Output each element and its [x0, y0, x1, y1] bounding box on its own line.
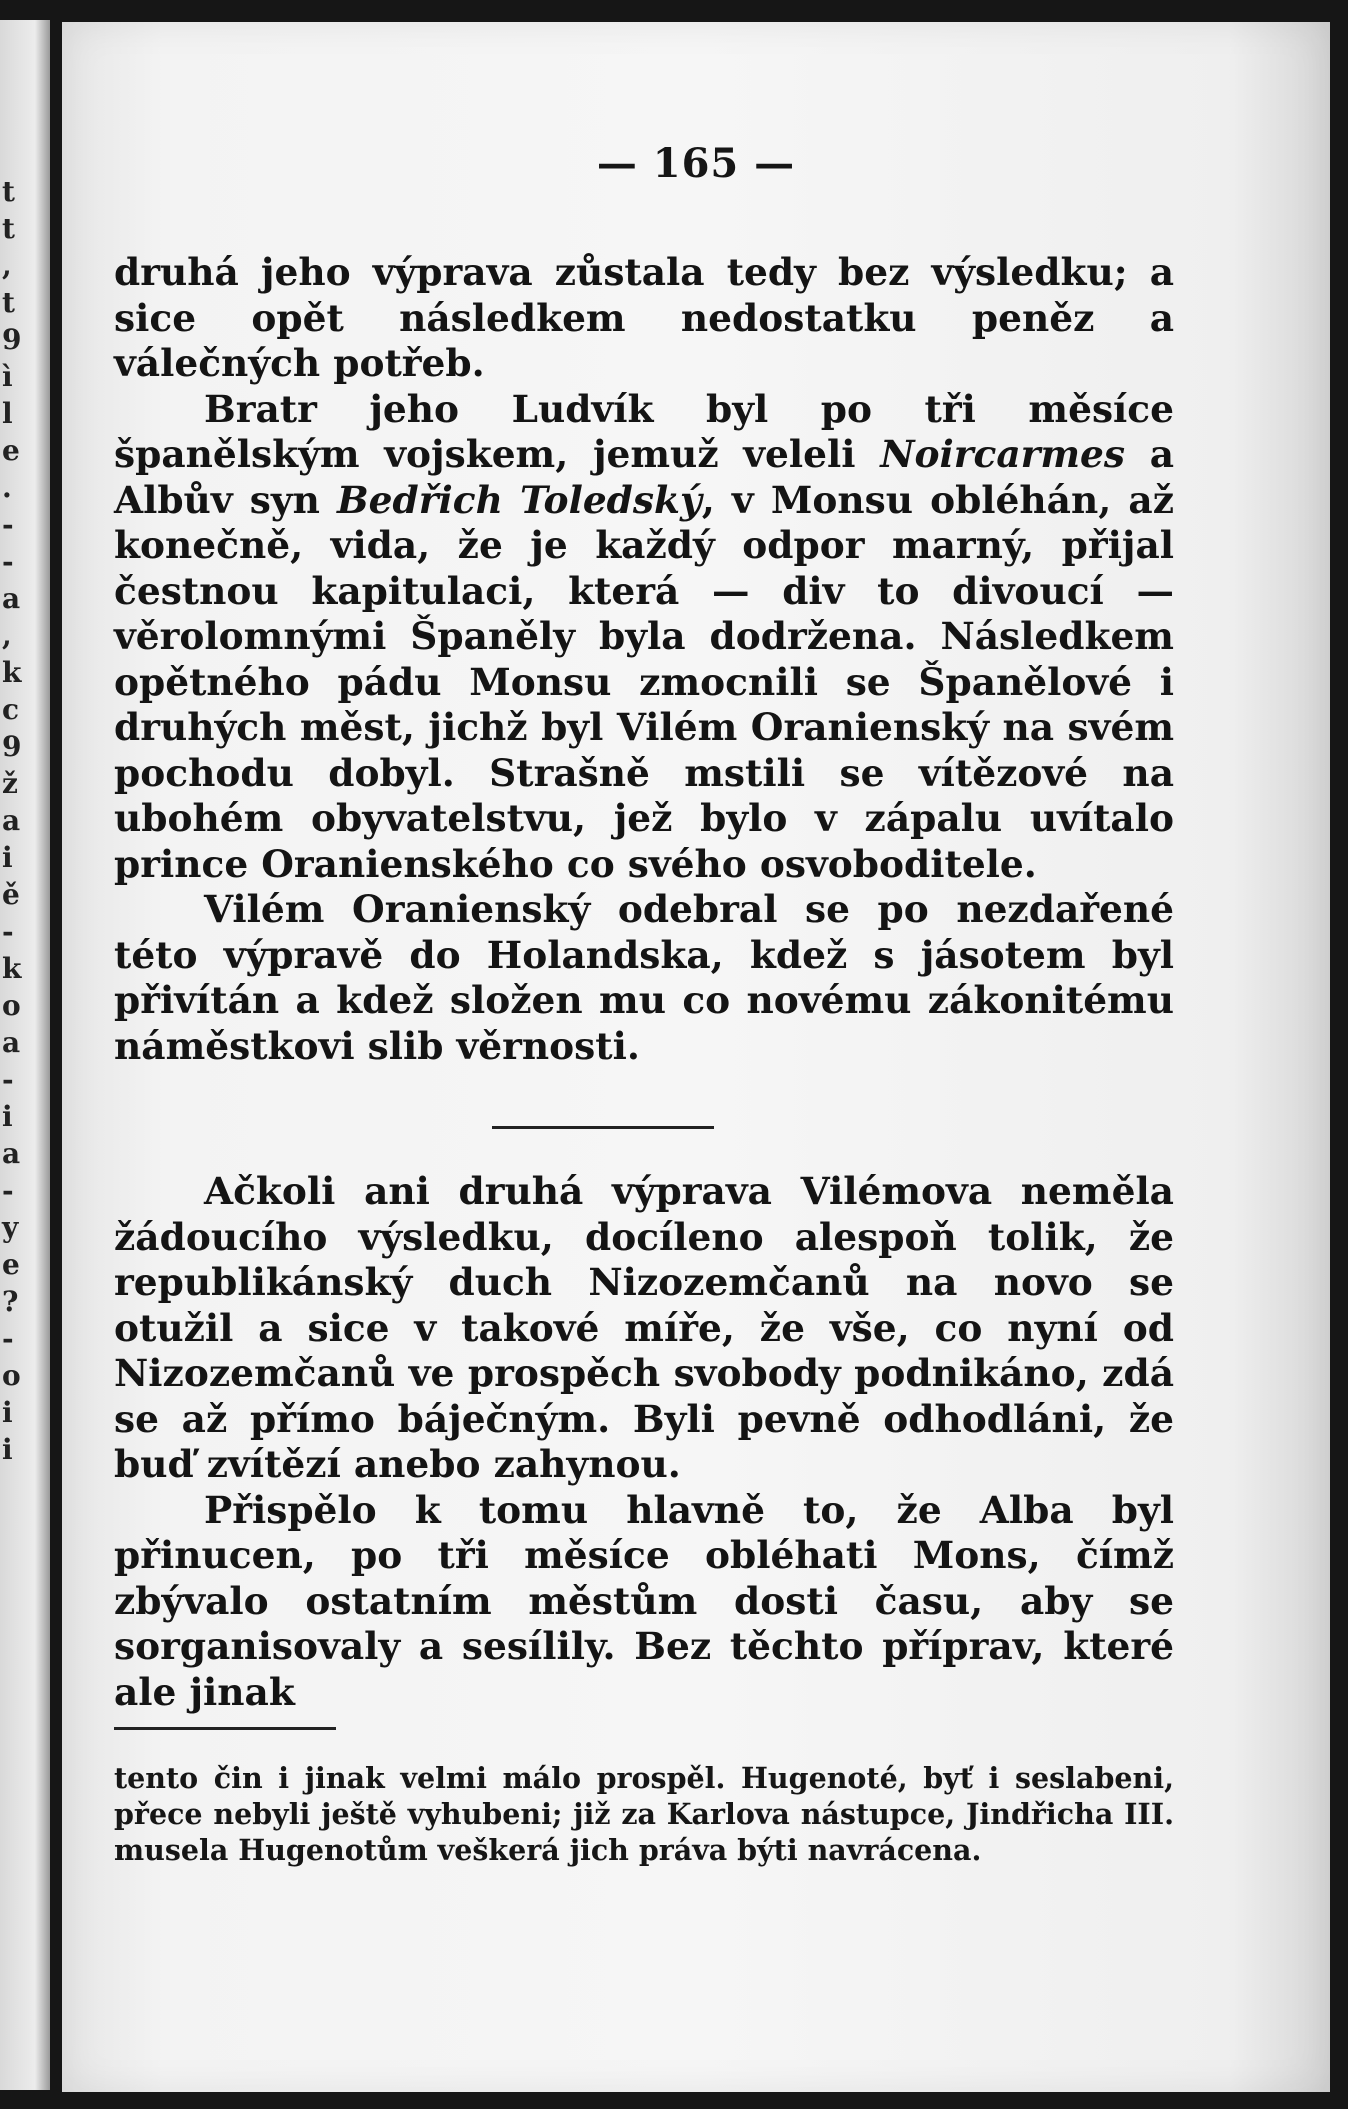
previous-page-fragment: y — [2, 1211, 19, 1244]
previous-page-fragment: ž — [2, 767, 18, 800]
previous-page-fragment: i — [2, 841, 13, 874]
previous-page-fragment: o — [2, 989, 21, 1022]
previous-page-fragment: , — [2, 619, 12, 652]
previous-page-edge — [0, 20, 50, 2090]
paragraph-text: druhá jeho výprava zůstala tedy bez výsledku; a sice opět následkem nedostatku peněz a válečných potřeb. — [114, 250, 1174, 385]
previous-page-fragment: t — [2, 286, 15, 319]
previous-page-fragment: c — [2, 693, 20, 726]
footnote — [114, 1760, 1174, 1868]
book-page — [62, 22, 1330, 2092]
paragraph — [114, 1488, 1174, 1716]
previous-page-fragment: i — [2, 1396, 13, 1429]
previous-page-fragment: a — [2, 804, 21, 837]
italic-name: Bedřich Toledský — [336, 477, 702, 522]
previous-page-fragment: ì — [2, 360, 13, 393]
previous-page-fragment: o — [2, 1359, 21, 1392]
previous-page-fragment: - — [2, 545, 14, 578]
page-number: — 165 — — [596, 140, 796, 187]
previous-page-fragment: ě — [2, 878, 20, 911]
paragraph — [114, 1169, 1174, 1488]
paragraph-text: Přispělo k tomu hlavně to, že Alba byl přinucen, po tři měsíce obléhati Mons, čímž zbývalo ostatním městům dosti času, aby se sorganisovaly a sesílily. Bez těchto příprav, které ale jinak — [114, 1487, 1174, 1714]
footnote-text: tento čin i jinak velmi málo prospěl. Hugenoté, byť i seslabeni, přece nebyli ještě vyhubeni; již za Karlova nástupce, Jindřicha III. musela Hugenotům veškerá jich práva býti navrácena. — [114, 1761, 1174, 1867]
previous-page-fragment: a — [2, 1137, 21, 1170]
paragraph — [114, 887, 1174, 1069]
previous-page-fragment: - — [2, 1322, 14, 1355]
paragraph-text: Bratr jeho Ludvík byl po tři měsíce španělským vojskem, jemuž veleli — [114, 386, 1174, 476]
section-1-text — [114, 250, 1174, 1069]
previous-page-fragment: k — [2, 952, 22, 985]
previous-page-fragment: 9 — [2, 730, 22, 763]
italic-name: Noircarmes — [880, 432, 1126, 476]
section-divider — [492, 1126, 714, 1129]
previous-page-fragment: - — [2, 508, 14, 541]
paragraph-text: , v Monsu obléhán, až konečně, vida, že je každý odpor marný, přijal čestnou kapitulaci, která — div to divoucí — věrolomnými Španěly byla dodržena. Následkem opětného pádu Monsu zmocnili se Španělové i druhých měst, jichž byl Vilém Oranienský na svém pochodu dobyl. Strašně mstili se vítězové na ubohém obyvatelstvu, jež bylo v zápalu uvítalo prince Oranienského co svého osvoboditele. — [114, 477, 1174, 886]
previous-page-fragment: - — [2, 915, 14, 948]
previous-page-fragment: . — [2, 471, 12, 504]
paragraph — [114, 250, 1174, 387]
previous-page-fragment: e — [2, 434, 20, 467]
previous-page-fragment: ? — [2, 1285, 19, 1318]
previous-page-fragment: k — [2, 656, 22, 689]
paragraph-text: Ačkoli ani druhá výprava Vilémova neměla žádoucího výsledku, docíleno alespoň tolik, že republikánský duch Nizozemčanů na novo se otužil a sice v takové míře, že vše, co nyní od Nizozemčanů ve prospěch svobody podnikáno, zdá se až přímo báječným. Byli pevně odhodláni, že buď zvítězí anebo zahynou. — [114, 1169, 1174, 1486]
previous-page-fragment: 9 — [2, 323, 22, 356]
previous-page-fragment: t — [2, 175, 15, 208]
paragraph — [114, 387, 1174, 888]
paragraph-text: Vilém Oranienský odebral se po nezdařené této výpravě do Holandska, kdež s jásotem byl přivítán a kdež složen mu co novému zákonitému náměstkovi slib věrnosti. — [114, 887, 1174, 1068]
previous-page-fragment: i — [2, 1100, 13, 1133]
previous-page-fragment: , — [2, 249, 12, 282]
previous-page-fragment: l — [2, 397, 13, 430]
previous-page-fragment: - — [2, 1174, 14, 1207]
footnote-divider — [114, 1727, 336, 1730]
previous-page-fragment: a — [2, 582, 21, 615]
previous-page-fragment: a — [2, 1026, 21, 1059]
paragraph-text: a Albův syn — [114, 432, 1174, 522]
previous-page-fragment: t — [2, 212, 15, 245]
previous-page-fragment: - — [2, 1063, 14, 1096]
previous-page-fragment: i — [2, 1433, 13, 1466]
previous-page-fragment: e — [2, 1248, 20, 1281]
section-2-text — [114, 1169, 1174, 1715]
